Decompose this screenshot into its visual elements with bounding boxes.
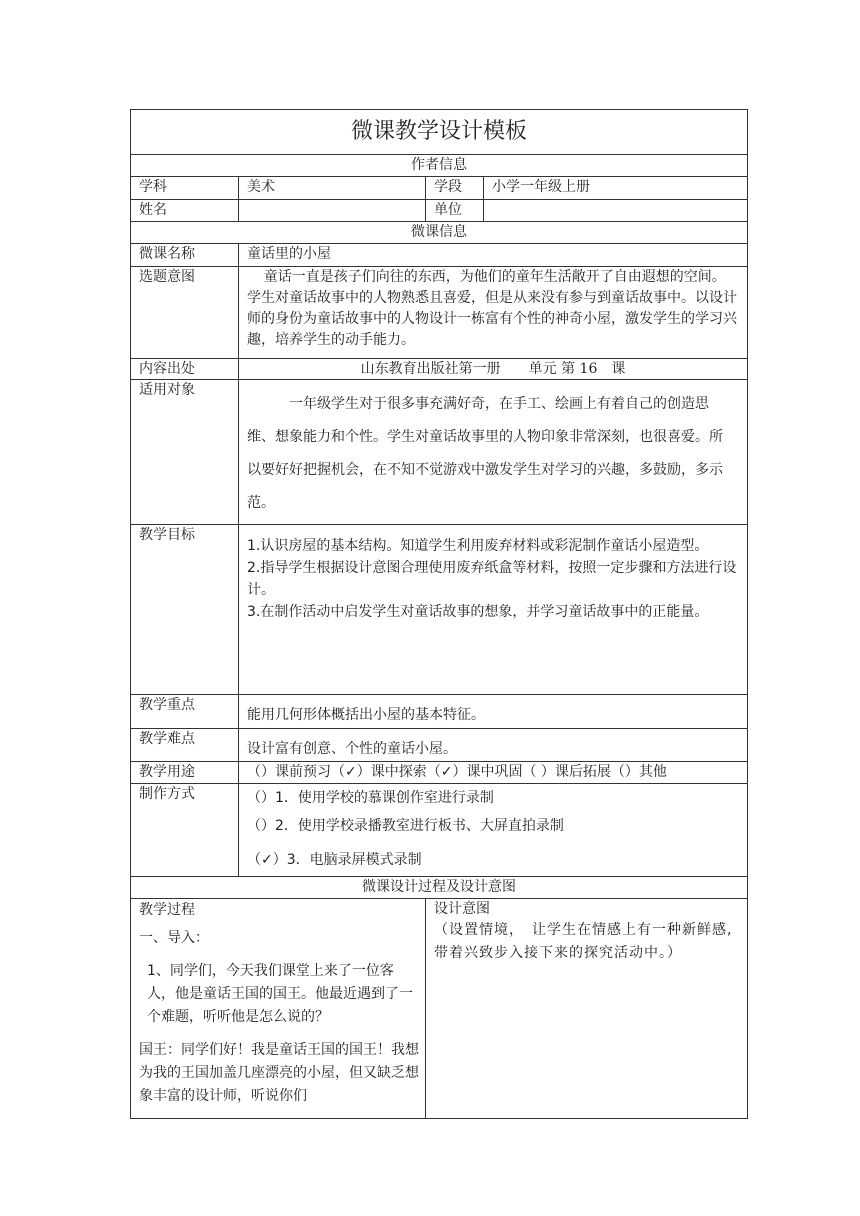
teaching-goals-label: 教学目标 (131, 525, 239, 695)
difficulty-cell (239, 729, 748, 762)
course-name-label: 微课名称 (131, 244, 239, 267)
production-method-label: 制作方式 (131, 784, 239, 877)
micro-info-header: 微课信息 (131, 222, 748, 244)
usage-options: （）课前预习（✓）课中探索（✓）课中巩固（ ）课后拓展（）其他 (239, 762, 748, 784)
subject-value: 美术 (239, 177, 426, 200)
unit-value (484, 200, 748, 222)
subject-label: 学科 (131, 177, 239, 200)
process-section-header: 微课设计过程及设计意图 (131, 877, 748, 899)
target-audience-cell (239, 380, 748, 525)
topic-intent-cell (239, 267, 748, 359)
production-method-option: （）1．使用学校的慕课创作室进行录制 (247, 790, 494, 806)
production-method-cell (239, 784, 748, 877)
teaching-goals-cell (239, 525, 748, 695)
production-method-option: （）2．使用学校录播教室进行板书、大屏直拍录制 (247, 818, 564, 834)
course-name-value: 童话里的小屋 (239, 244, 748, 267)
topic-intent-text: 童话一直是孩子们向往的东西，为他们的童年生活敞开了自由遐想的空间。学生对童话故事中的人物熟悉且喜爱，但是从来没有参与到童话故事中。以设计师的身份为童话故事中的人物设计一栋富有个性的神奇小屋，激发学生的学习兴趣，培养学生的动手能力。 (247, 269, 737, 348)
stage-label: 学段 (426, 177, 484, 200)
stage-value: 小学一年级上册 (484, 177, 748, 200)
name-value (239, 200, 426, 222)
difficulty-label: 教学难点 (131, 729, 239, 762)
target-audience-text: 一年级学生对于很多事充满好奇，在手工、绘画上有着自己的创造思维、想象能力和个性。学生对童话故事里的人物印象非常深刻，也很喜爱。所以要好好把握机会，在不知不觉游戏中激发学生对学习的兴趣，多鼓励，多示范。 (247, 396, 723, 511)
design-intent-label: 设计意图 (434, 901, 490, 917)
key-point-label: 教学重点 (131, 695, 239, 729)
design-intent-text: （设置情境， 让学生在情感上有一种新鲜感,带着兴致步入接下来的探究活动中。） (434, 922, 733, 961)
document-title: 微课教学设计模板 (131, 110, 748, 155)
key-point-value: 能用几何形体概括出小屋的基本特征。 (247, 707, 485, 723)
difficulty-value: 设计富有创意、个性的童话小屋。 (247, 741, 457, 757)
teaching-process-label: 教学过程 (139, 902, 195, 918)
process-step: 1、同学们，今天我们课堂上来了一位客人，他是童话王国的国王。他最近遇到了一个难题，听听他是怎么说的？ (147, 963, 413, 1025)
production-method-option: （✓）3．电脑录屏模式录制 (247, 852, 422, 868)
topic-intent-label: 选题意图 (131, 267, 239, 359)
process-step: 一、导入： (139, 930, 209, 946)
lesson-design-table (130, 109, 748, 1119)
source-label: 内容出处 (131, 359, 239, 380)
author-info-header: 作者信息 (131, 155, 748, 177)
lesson-design-sheet (130, 109, 747, 1119)
teaching-goal-item: 2.指导学生根据设计意图合理使用废弃纸盒等材料，按照一定步骤和方法进行设计。 (247, 560, 737, 598)
teaching-goal-item: 1.认识房屋的基本结构。知道学生利用废弃材料或彩泥制作童话小屋造型。 (247, 538, 709, 554)
key-point-cell (239, 695, 748, 729)
source-value: 山东教育出版社第一册 单元 第 16 课 (239, 359, 748, 380)
process-step: 国王：同学们好！我是童话王国的国王！我想为我的王国加盖几座漂亮的小屋，但又缺乏想象丰富的设计师，听说你们 (139, 1042, 419, 1104)
name-label: 姓名 (131, 200, 239, 222)
teaching-goal-item: 3.在制作活动中启发学生对童话故事的想象，并学习童话故事中的正能量。 (247, 604, 709, 620)
unit-label: 单位 (426, 200, 484, 222)
teaching-process-cell (131, 899, 426, 1119)
design-intent-cell (426, 899, 748, 1119)
usage-label: 教学用途 (131, 762, 239, 784)
target-audience-label: 适用对象 (131, 380, 239, 525)
